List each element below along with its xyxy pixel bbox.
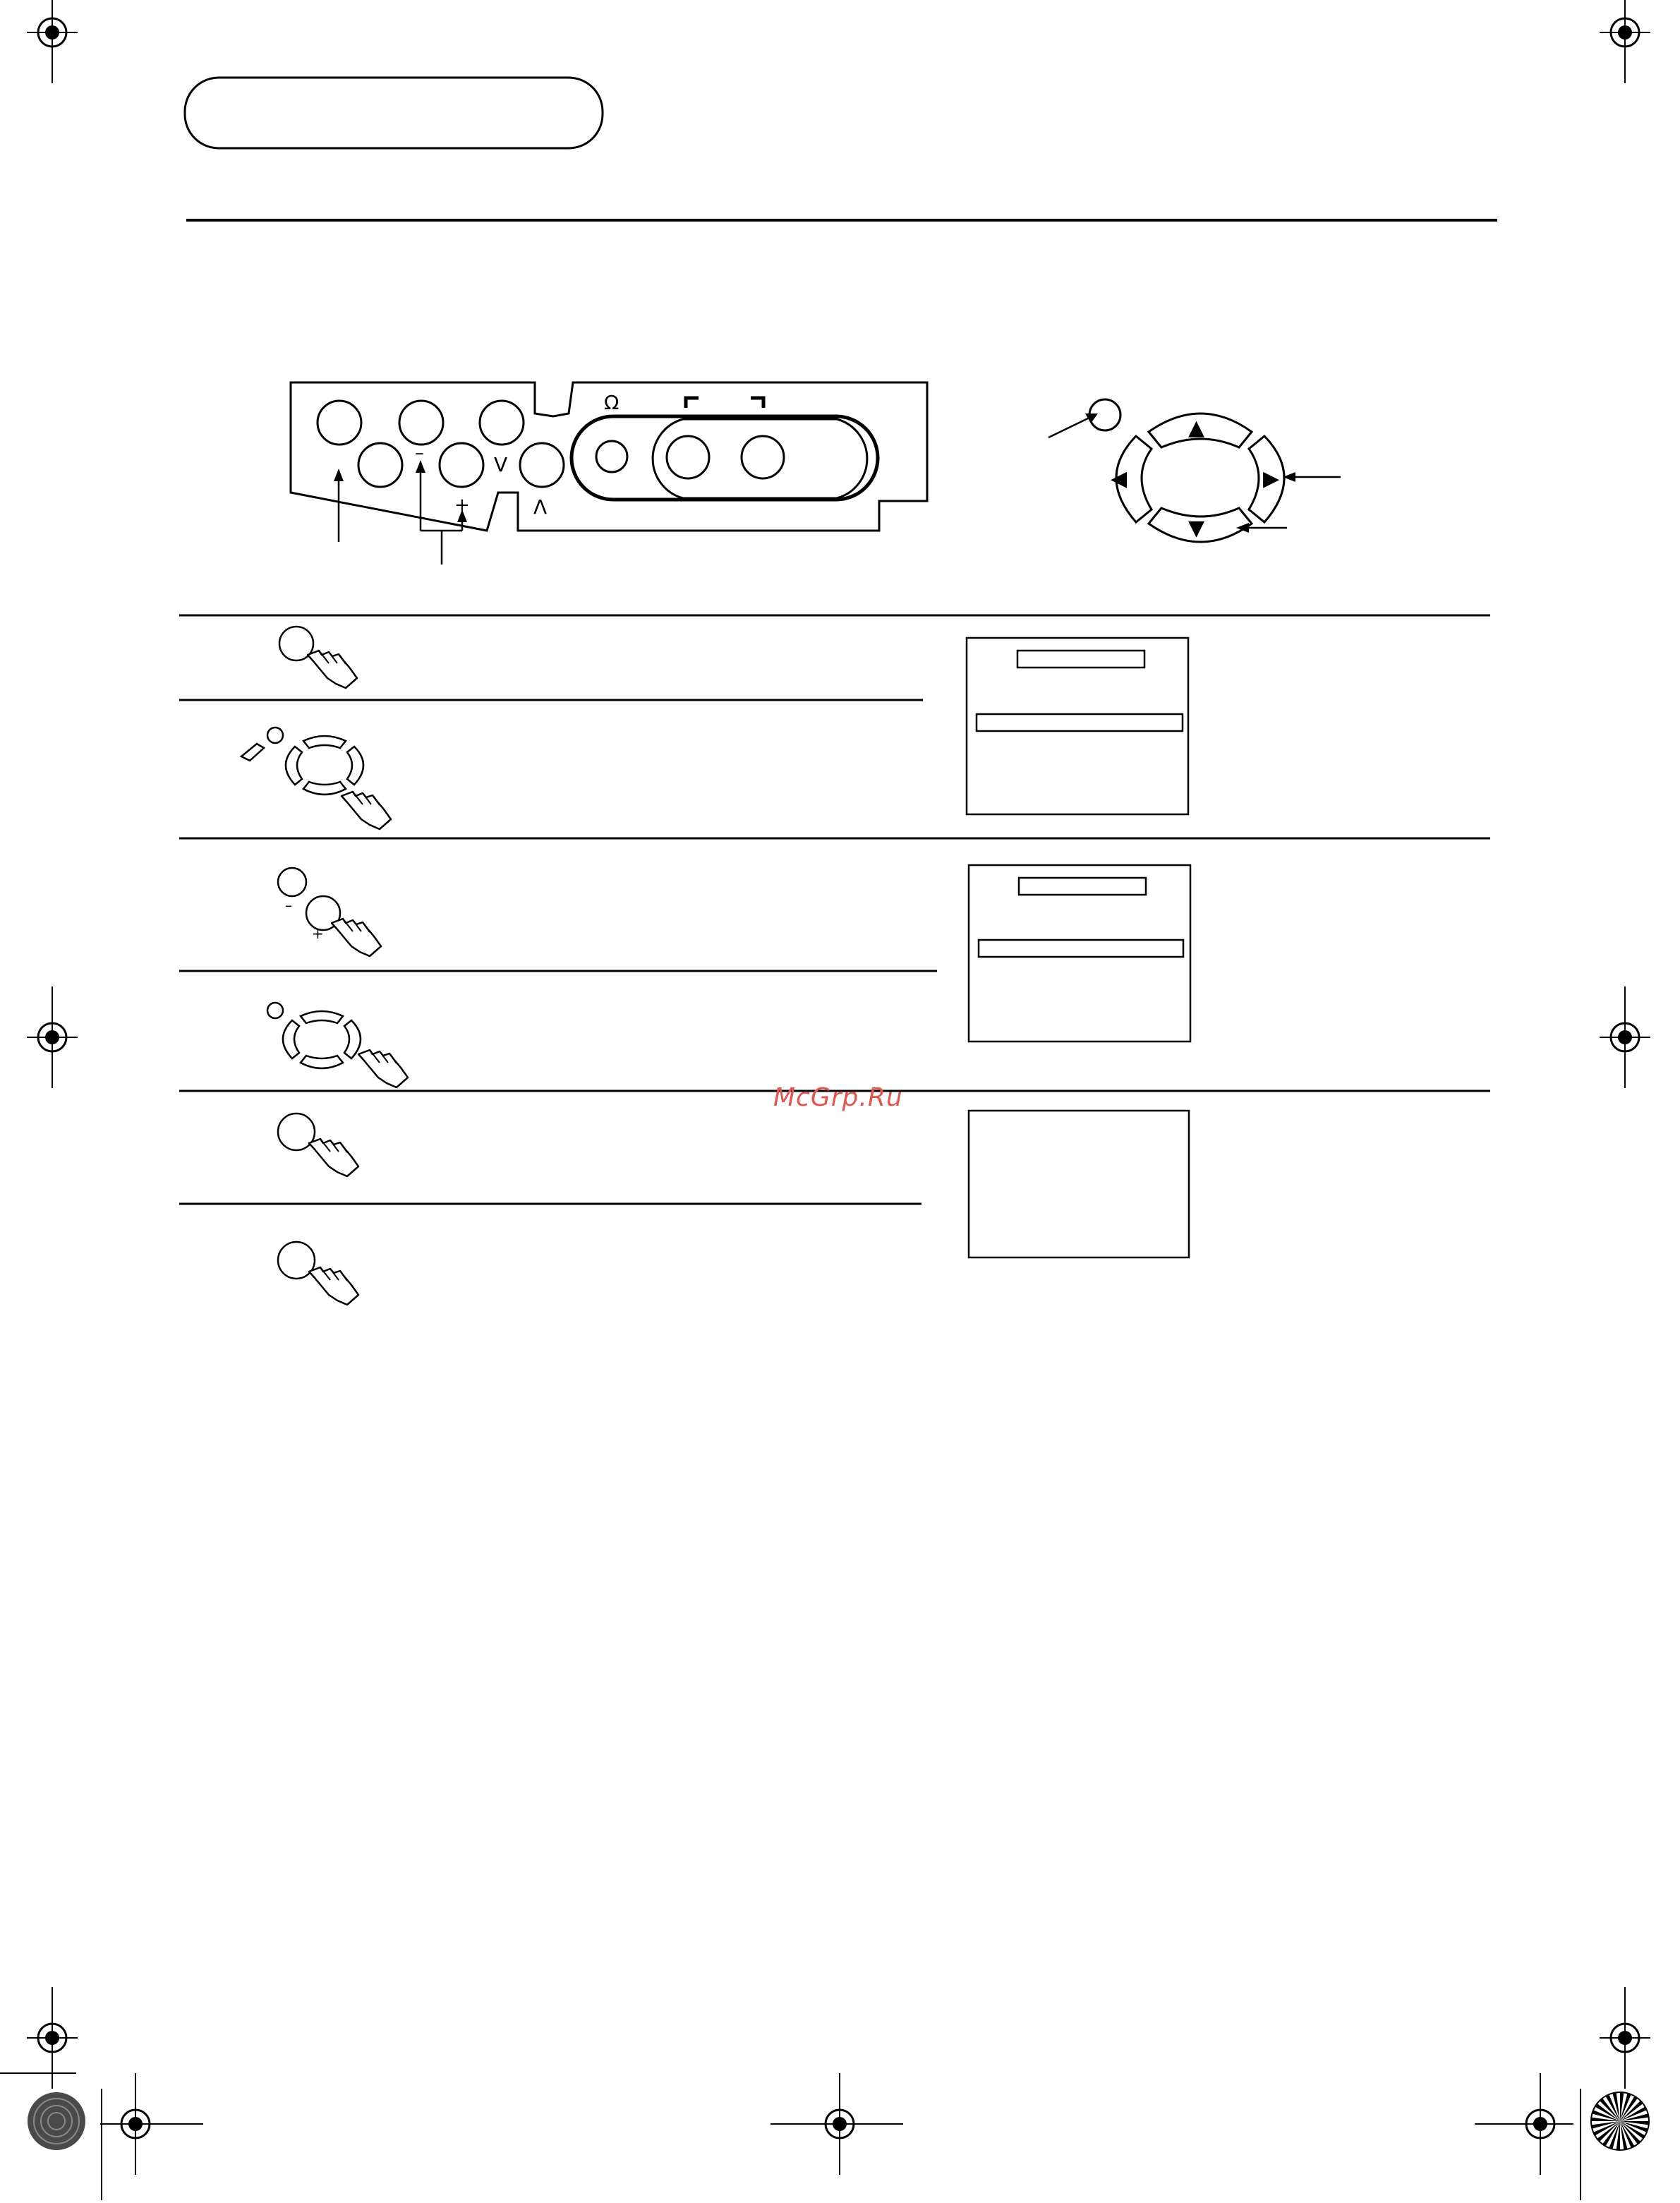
osd-1-title-bar	[1017, 651, 1144, 668]
registration-mark-mid-right	[1600, 986, 1650, 1088]
osd-screen-1	[967, 638, 1188, 814]
av-input-panel	[572, 416, 878, 500]
osd-1-highlight-bar	[977, 714, 1183, 731]
panel-minus-plus-button[interactable]	[440, 443, 483, 487]
step-6-hand-press-icon	[278, 1242, 358, 1305]
nav-right-arrow-icon: ▶	[1263, 466, 1280, 491]
osd-screen-3	[969, 1111, 1189, 1257]
nav-left-arrow-icon: ◀	[1111, 466, 1128, 491]
nav-down-arrow-icon: ▼	[1188, 516, 1205, 541]
av-jack-2	[742, 436, 784, 478]
step-3-plus-minus-icon	[278, 868, 381, 956]
panel-channel-up-label: Λ	[533, 495, 548, 519]
step-4-nav-pad-right-icon	[267, 1003, 408, 1087]
panel-button-2[interactable]	[399, 401, 443, 445]
step-2-nav-pad-icon	[241, 728, 391, 829]
panel-channel-down-label: V	[494, 453, 508, 476]
starburst-calibration-disc	[1591, 2092, 1649, 2150]
section-title-box	[185, 78, 603, 148]
osd-2-title-bar	[1019, 878, 1146, 895]
step-1-hand-press-icon	[279, 627, 357, 688]
registration-mark-bottom-right	[1600, 1987, 1650, 2089]
nav-up-arrow-icon: ▲	[1188, 416, 1205, 440]
registration-mark-top-right	[1600, 0, 1650, 83]
step-5-hand-press-icon	[278, 1113, 358, 1176]
panel-minus-label: –	[415, 442, 424, 464]
bracket-left	[686, 398, 699, 408]
panel-channel-up-button[interactable]	[520, 443, 564, 487]
panel-button-4[interactable]	[358, 443, 402, 487]
osd-screen-2	[969, 865, 1190, 1042]
panel-button-3[interactable]	[480, 401, 524, 445]
panel-button-1[interactable]	[318, 401, 361, 445]
step-rules	[179, 615, 1490, 1204]
av-jack-1	[667, 436, 709, 478]
registration-mark-mid-left	[27, 986, 78, 1088]
av-input-inner	[653, 419, 867, 498]
step-3-plus-label: +	[312, 925, 324, 942]
headphone-jack	[596, 441, 627, 472]
watermark: McGrp.Ru	[773, 1083, 903, 1112]
panel-plus-label: +	[454, 495, 470, 516]
gray-calibration-disc	[28, 2092, 85, 2150]
step-3-minus-label: –	[285, 897, 292, 914]
registration-mark-top-left	[27, 0, 78, 83]
headphone-icon: Ω	[604, 391, 620, 414]
bracket-right	[751, 398, 763, 408]
osd-2-highlight-bar	[979, 940, 1183, 957]
